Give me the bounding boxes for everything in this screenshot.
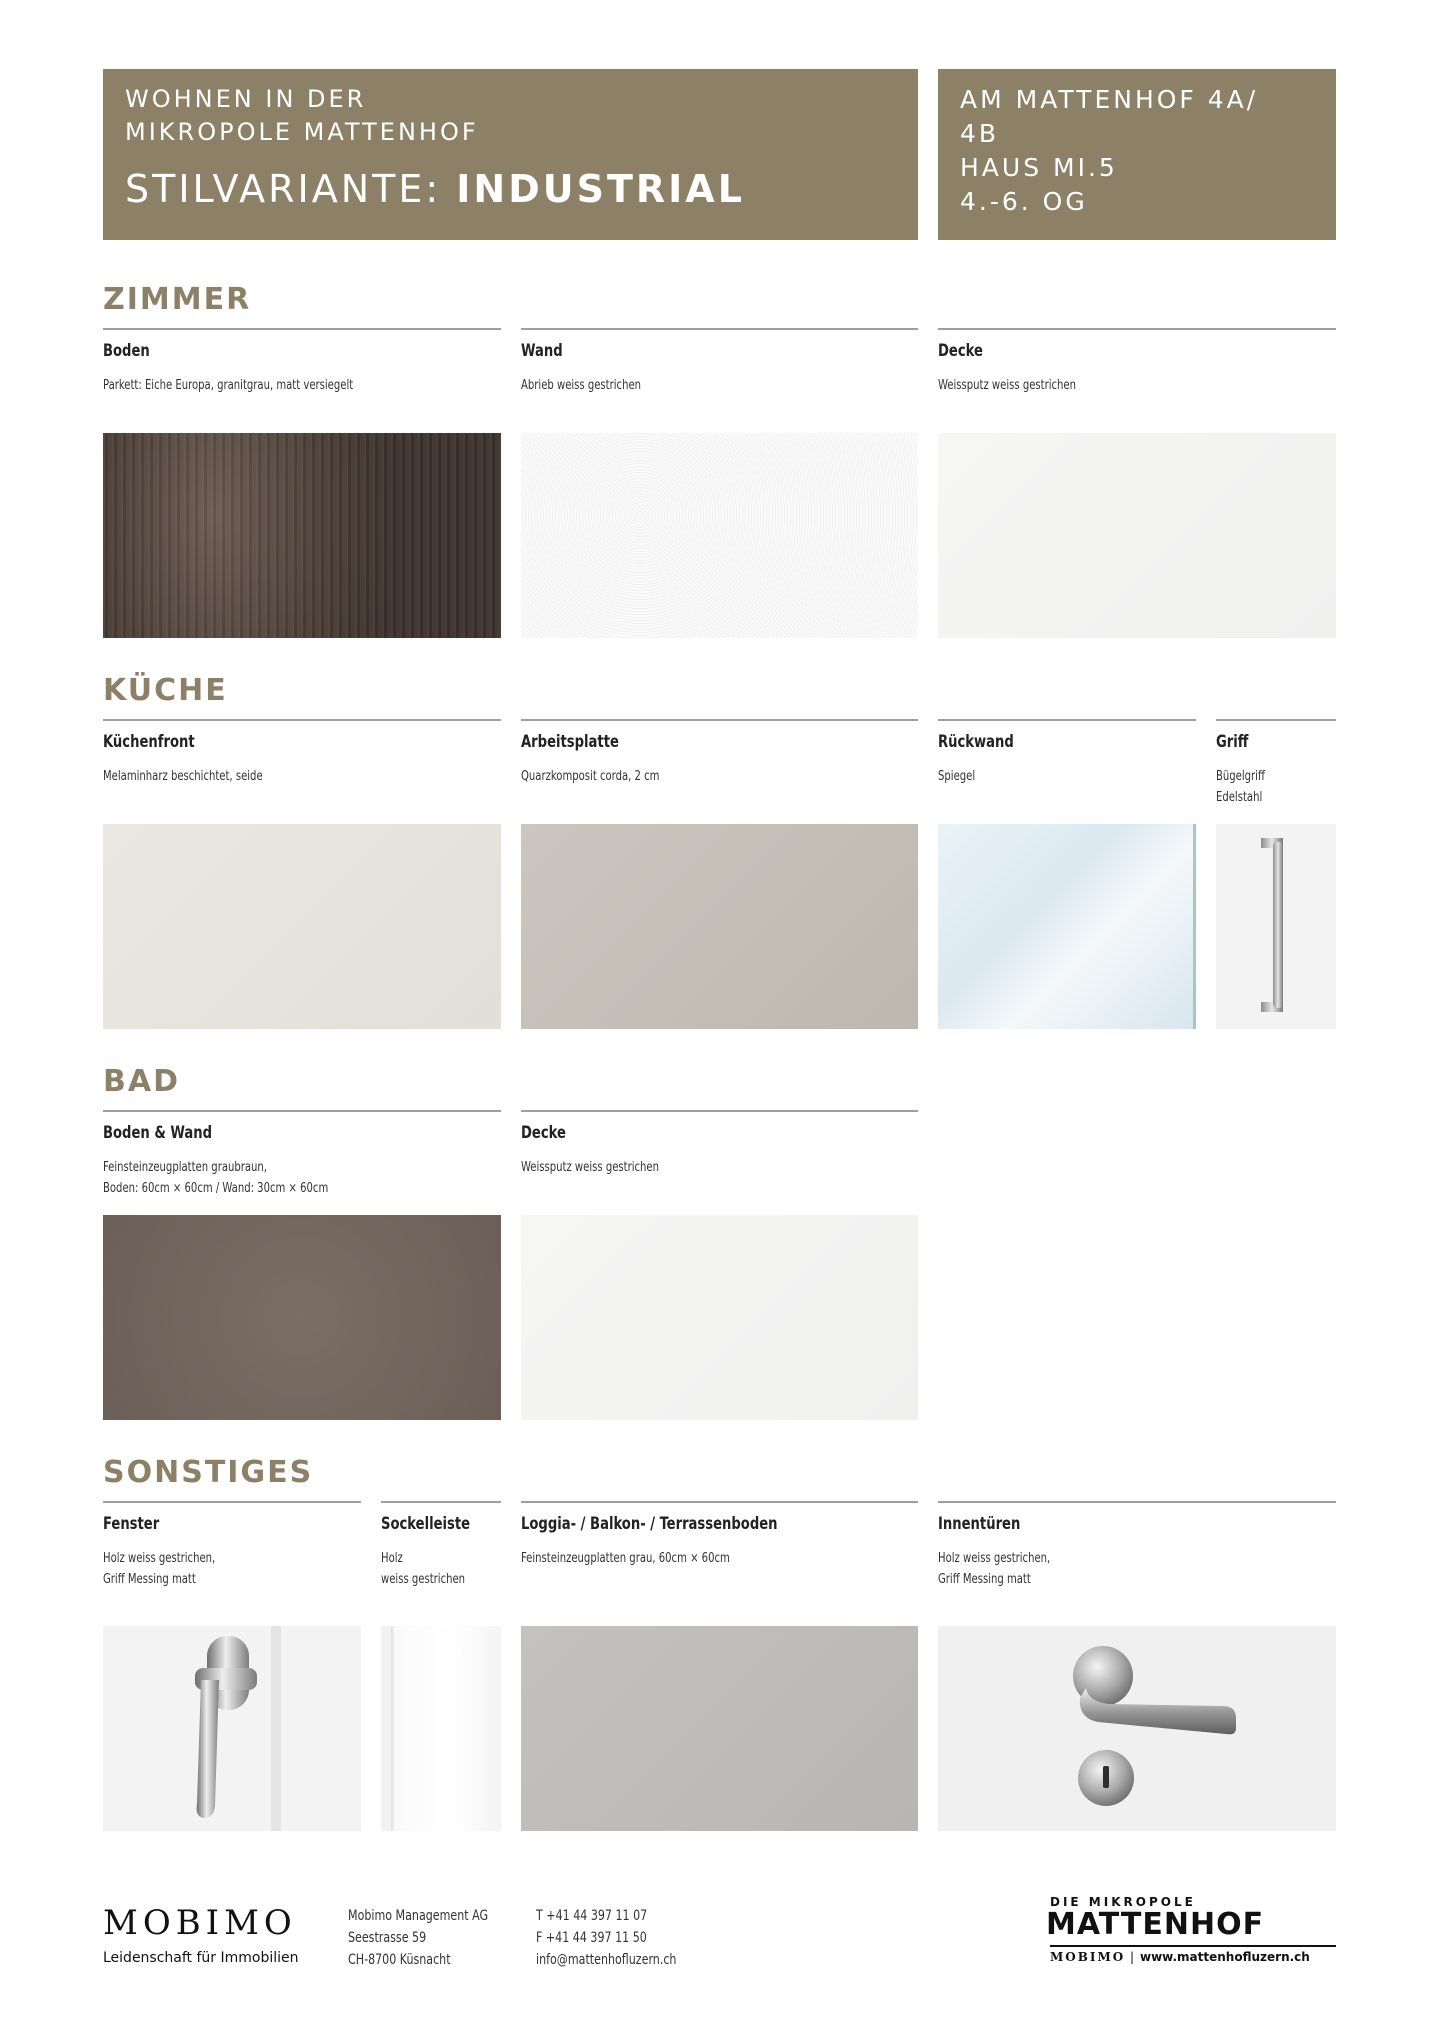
material-swatch-sockelleiste — [381, 1626, 501, 1831]
email-link[interactable]: info@mattenhofluzern.ch — [536, 1952, 677, 1968]
brand-separator: | — [1130, 1950, 1135, 1964]
item-label: Decke — [521, 1123, 566, 1143]
item-label: Fenster — [103, 1514, 160, 1534]
section-title-bad: BAD — [103, 1064, 180, 1099]
item-description: Bügelgriff — [1216, 769, 1265, 784]
item-description: Weissputz weiss gestrichen — [938, 378, 1076, 393]
item-description: Abrieb weiss gestrichen — [521, 378, 642, 393]
divider — [103, 719, 501, 721]
material-swatch-loggia — [521, 1626, 918, 1831]
brand-top: DIE MIKROPOLE — [1050, 1895, 1196, 1909]
material-swatch-weissputz — [938, 433, 1336, 638]
section-title-zimmer: ZIMMER — [103, 282, 252, 317]
material-swatch-innentueren — [938, 1626, 1336, 1831]
item-description: Weissputz weiss gestrichen — [521, 1160, 659, 1175]
divider — [103, 1110, 501, 1112]
divider — [1216, 719, 1336, 721]
item-description: Griff Messing matt — [938, 1572, 1031, 1587]
section-title-kueche: KÜCHE — [103, 673, 228, 708]
style-prefix: STILVARIANTE: — [125, 167, 442, 211]
item-description: Quarzkomposit corda, 2 cm — [521, 769, 660, 784]
item-label: Küchenfront — [103, 732, 195, 752]
material-swatch-fenster — [103, 1626, 361, 1831]
brand-sub-logo: MOBIMO — [1050, 1950, 1126, 1964]
material-swatch-bad-decke — [521, 1215, 918, 1420]
address-line-1: AM MATTENHOF 4A/ — [960, 85, 1259, 114]
material-swatch-arbeitsplatte — [521, 824, 918, 1029]
address-line-2: 4B — [960, 119, 1000, 148]
window-handle-icon — [103, 1626, 361, 1831]
material-swatch-kuechenfront — [103, 824, 501, 1029]
item-label: Rückwand — [938, 732, 1014, 752]
style-name: INDUSTRIAL — [456, 167, 745, 211]
item-description: Boden: 60cm × 60cm / Wand: 30cm × 60cm — [103, 1181, 329, 1196]
tagline: Leidenschaft für Immobilien — [103, 1950, 299, 1966]
material-swatch-bad-boden — [103, 1215, 501, 1420]
company-street: Seestrasse 59 — [348, 1930, 427, 1946]
mobimo-logo: MOBIMO — [103, 1903, 297, 1943]
item-label: Decke — [938, 341, 983, 361]
item-label: Sockelleiste — [381, 1514, 471, 1534]
divider — [938, 719, 1196, 721]
title-line-1: WOHNEN IN DER — [125, 85, 367, 113]
bar-handle-icon — [1216, 824, 1336, 1029]
material-swatch-griff — [1216, 824, 1336, 1029]
company-name: Mobimo Management AG — [348, 1908, 489, 1924]
item-label: Boden — [103, 341, 150, 361]
item-description: Melaminharz beschichtet, seide — [103, 769, 263, 784]
divider — [521, 328, 918, 330]
material-swatch-parkett — [103, 433, 501, 638]
material-swatch-abrieb — [521, 433, 918, 638]
divider — [938, 328, 1336, 330]
title-line-2: MIKROPOLE MATTENHOF — [125, 118, 479, 146]
divider — [938, 1501, 1336, 1503]
divider — [521, 719, 918, 721]
brand-divider — [1050, 1945, 1336, 1947]
item-description: Griff Messing matt — [103, 1572, 196, 1587]
website-link[interactable]: www.mattenhofluzern.ch — [1140, 1950, 1310, 1964]
item-label: Arbeitsplatte — [521, 732, 619, 752]
item-label: Innentüren — [938, 1514, 1021, 1534]
item-label: Wand — [521, 341, 563, 361]
door-handle-icon — [938, 1626, 1336, 1831]
item-description: Holz — [381, 1551, 403, 1566]
brand-name: MATTENHOF — [1046, 1907, 1265, 1942]
phone: T +41 44 397 11 07 — [536, 1908, 648, 1924]
item-description: weiss gestrichen — [381, 1572, 466, 1587]
item-description: Parkett: Eiche Europa, granitgrau, matt versiegelt — [103, 378, 354, 393]
material-swatch-spiegel — [938, 824, 1196, 1029]
title-box — [103, 69, 918, 240]
fax: F +41 44 397 11 50 — [536, 1930, 647, 1946]
divider — [103, 1501, 361, 1503]
divider — [103, 328, 501, 330]
item-label: Loggia- / Balkon- / Terrassenboden — [521, 1514, 778, 1534]
address-box — [938, 69, 1336, 240]
divider — [521, 1501, 918, 1503]
item-label: Boden & Wand — [103, 1123, 213, 1143]
item-description: Feinsteinzeugplatten grau, 60cm × 60cm — [521, 1551, 730, 1566]
address-line-3: HAUS MI.5 — [960, 153, 1118, 182]
company-city: CH-8700 Küsnacht — [348, 1952, 451, 1968]
divider — [381, 1501, 501, 1503]
section-title-sonstiges: SONSTIGES — [103, 1455, 314, 1490]
item-description: Feinsteinzeugplatten graubraun, — [103, 1160, 267, 1175]
divider — [521, 1110, 918, 1112]
item-description: Holz weiss gestrichen, — [103, 1551, 216, 1566]
item-description: Edelstahl — [1216, 790, 1263, 805]
item-description: Spiegel — [938, 769, 976, 784]
address-line-4: 4.-6. OG — [960, 187, 1088, 216]
style-variant-title — [125, 167, 918, 211]
item-description: Holz weiss gestrichen, — [938, 1551, 1051, 1566]
item-label: Griff — [1216, 732, 1249, 752]
